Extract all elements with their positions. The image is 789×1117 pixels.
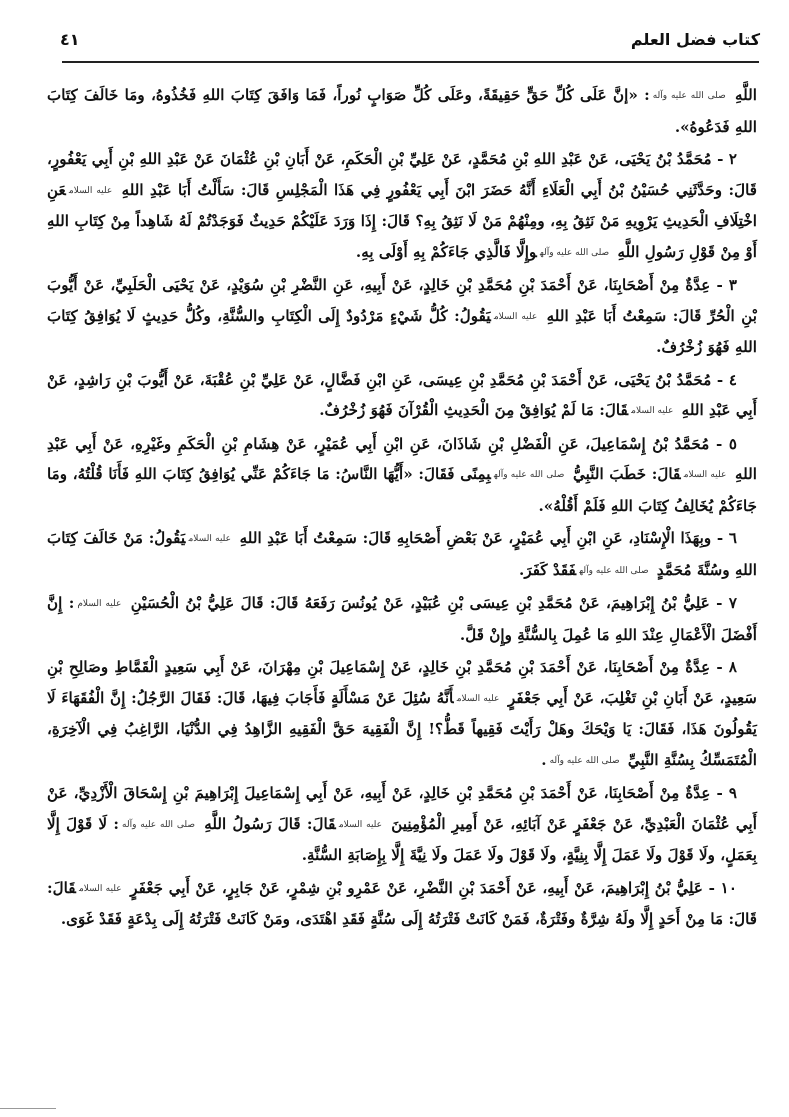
- hadith-number: ٨ -: [710, 658, 737, 676]
- honorific-ligature: عليه السلام: [493, 311, 538, 322]
- header-rule: [62, 61, 759, 63]
- honorific-ligature: عليه السلام: [338, 819, 383, 830]
- honorific-ligature: عليه السلام: [456, 693, 500, 704]
- hadith-paragraph: [47, 429, 757, 522]
- text-run: وإِلَّا فَالَّذِي جَاءَكُمْ بِهِ أَوْلَى بِهِ.: [355, 242, 537, 261]
- text-run: يَقُولُ: مَنْ خَالَفَ كِتَابَ اللهِ وسُنَّةَ مُحَمَّدٍ: [47, 529, 757, 579]
- text-run: اللَّهِ: [728, 86, 757, 104]
- text-run: عَلِيُّ بْنُ إِبْرَاهِيمَ، عَنْ مُحَمَّدِ بْنِ عِيسَى بْنِ عُبَيْدٍ، عَنْ يُونُسَ رَفَعَهُ قَالَ: قَالَ عَلِيُّ بْنُ الْحُسَيْنِ: [124, 594, 710, 612]
- text-run: مُحَمَّدُ بْنُ يَحْيَى، عَنْ عَبْدِ اللهِ بْنِ مُحَمَّدٍ، عَنْ عَلِيِّ بْنِ الْحَكَمِ، عَنْ أَبَانِ بْنِ عُثْمَانَ عَنْ عَبْدِ اللهِ بْنِ أَبِي يَعْفُورٍ، قَالَ: وحَدَّثَنِي حُسَيْنُ بْنُ أَبِي الْعَلَاءِ أَنَّهُ حَضَرَ ابْنَ أَبِي يَعْفُورٍ فِي هَذَا الْمَجْلِسِ قَالَ: سَأَلْتُ أَبَا عَبْدِ اللهِ: [47, 150, 757, 199]
- honorific-ligature: صلى الله عليه وآله: [493, 470, 565, 480]
- text-run: قَالَ: قَالَ: مَا مِنْ أَحَدٍ إِلَّا ولَهُ شِرَّةٌ وفَتْرَةٌ، فَمَنْ كَانَتْ فَتْرَتُهُ إِلَى سُنَّةٍ فَقَدِ اهْتَدَى، ومَنْ كَانَتْ فَتْرَتُهُ إِلَى بِدْعَةٍ فَقَدْ غَوَى.: [47, 878, 757, 928]
- honorific-ligature: عليه السلام: [77, 599, 122, 609]
- hadith-paragraph: [47, 588, 757, 650]
- text-run: : لَا قَوْلَ إِلَّا بِعَمَلٍ، ولَا قَوْلَ ولَا عَمَلَ إِلَّا بِنِيَّةٍ، ولَا قَوْلَ ولَا عَمَلَ ولَا نِيَّةَ إِلَّا بِإِصَابَةِ السُّنَّةِ.: [47, 814, 757, 864]
- honorific-ligature: صلى الله عليه وآله: [122, 819, 195, 830]
- text-run: قَالَ: قَالَ رَسُولُ اللَّهِ: [198, 814, 336, 833]
- hadith-number: ٧ -: [709, 594, 737, 612]
- hadith-paragraph: [47, 778, 757, 871]
- honorific-ligature: عليه السلام: [188, 534, 232, 544]
- honorific-ligature: عليه السلام: [683, 470, 727, 480]
- hadith-paragraph: [47, 144, 757, 268]
- footer-mark: [0, 1108, 56, 1109]
- text-run: عَلِيُّ بْنُ إِبْرَاهِيمَ، عَنْ أَبِيهِ، عَنْ أَحْمَدَ بْنِ النَّضْرِ، عَنْ عَمْرِو بْنِ شِمْرٍ، عَنْ جَابِرٍ، عَنْ أَبِي جَعْفَرٍ: [124, 878, 703, 897]
- hadith-number: ٩ -: [710, 784, 737, 802]
- text-run: عَنِ اخْتِلَافِ الْحَدِيثِ يَرْوِيهِ مَنْ نَثِقُ بِهِ، ومِنْهُمْ مَنْ لَا نَثِقُ بِهِ؟ قَالَ: إِذَا وَرَدَ عَلَيْكُمْ حَدِيثٌ فَوَجَدْتُمْ لَهُ شَاهِداً مِنْ كِتَابِ اللهِ أَوْ مِنْ قَوْلِ رَسُولِ اللَّهِ: [47, 180, 757, 261]
- text-run: : «إنَّ عَلَى كُلِّ حَقٍّ حَقِيقَةً، وعَلَى كُلِّ صَوَابٍ نُوراً، فَمَا وَافَقَ كِتَابَ اللهِ فَخُذُوهُ، ومَا خَالَفَ كِتَابَ اللهِ فَدَعُوهُ».: [47, 86, 757, 136]
- hadith-paragraph: [47, 80, 757, 142]
- text-run: وبِهَذَا الْإِسْنَادِ، عَنِ ابْنِ أَبِي عُمَيْرٍ، عَنْ بَعْضِ أَصْحَابِهِ قَالَ: سَمِعْتُ أَبَا عَبْدِ اللهِ: [234, 529, 712, 547]
- hadith-number: ٣ -: [710, 276, 737, 294]
- text-run: بِمِنًى فَقَالَ: «أَيُّهَا النَّاسُ: مَا جَاءَكُمْ عَنِّي يُوَافِقُ كِتَابَ اللهِ فَأَنَا قُلْتُهُ، ومَا جَاءَكُمْ يُخَالِفُ كِتَابَ اللهِ فَلَمْ أَقُلْهُ».: [47, 465, 757, 515]
- text-run: مُحَمَّدُ بْنُ يَحْيَى، عَنْ أَحْمَدَ بْنِ مُحَمَّدِ بْنِ عِيسَى، عَنِ ابْنِ فَضَّالٍ، عَنْ عَلِيِّ بْنِ عُقْبَةَ، عَنْ أَيُّوبَ بْنِ رَاشِدٍ، عَنْ أَبِي عَبْدِ اللهِ: [47, 370, 757, 419]
- text-run: قَالَ: خَطَبَ النَّبِيُّ: [567, 465, 681, 483]
- text-run: قَالَ: مَا لَمْ يُوَافِقْ مِنَ الْحَدِيثِ الْقُرْآنَ فَهُوَ زُخْرُفٌ.: [319, 401, 629, 419]
- hadith-paragraph: [47, 523, 757, 586]
- text-run: : إِنَّ أَفْضَلَ الْأَعْمَالِ عِنْدَ اللهِ مَا عُمِلَ بِالسُّنَّةِ وإِنْ قَلَّ.: [47, 594, 757, 644]
- text-run: فَقَدْ كَفَرَ.: [519, 560, 577, 579]
- text-run: أَنَّهُ سُئِلَ عَنْ مَسْأَلَةٍ فَأَجَابَ فِيهَا، قَالَ: فَقَالَ الرَّجُلُ: إِنَّ الْفُقَهَاءَ لَا يَقُولُونَ هَذَا، فَقَالَ: يَا وَيْحَكَ وهَلْ رَأَيْتَ فَقِيهاً قَطُّ؟! إِنَّ الْفَقِيهَ حَقَّ الْفَقِيهِ الزَّاهِدُ فِي الدُّنْيَا، الرَّاغِبُ فِي الْآخِرَةِ، الْمُتَمَسِّكُ بِسُنَّةِ النَّبِيِّ: [47, 688, 757, 769]
- hadith-number: ٥ -: [709, 434, 737, 453]
- text-run: عِدَّةٌ مِنْ أَصْحَابِنَا، عَنْ أَحْمَدَ بْنِ مُحَمَّدِ بْنِ خَالِدٍ، عَنْ أَبِيهِ، عَنْ أَبِي إِسْمَاعِيلَ إِبْرَاهِيمَ بْنِ إِسْحَاقَ الْأَزْدِيِّ، عَنْ أَبِي عُثْمَانَ الْعَبْدِيِّ، عَنْ جَعْفَرٍ عَنْ آبَائِهِ، عَنْ أَمِيرِ الْمُؤْمِنِينَ: [47, 784, 758, 833]
- hadith-paragraph: [47, 873, 757, 935]
- honorific-ligature: صلى الله عليه وآله: [579, 565, 649, 576]
- text-run: مُحَمَّدُ بْنُ إِسْمَاعِيلَ، عَنِ الْفَضْلِ بْنِ شَاذَانَ، عَنِ ابْنِ أَبِي عُمَيْرٍ، عَنْ هِشَامِ بْنِ الْحَكَمِ وغَيْرِهِ، عَنْ أَبِي عَبْدِ اللهِ: [47, 434, 757, 483]
- body-text: [47, 80, 757, 937]
- text-run: عِدَّةٌ مِنْ أَصْحَابِنَا، عَنْ أَحْمَدَ بْنِ مُحَمَّدِ بْنِ خَالِدٍ، عَنْ أَبِيهِ، عَنِ النَّضْرِ بْنِ سُوَيْدٍ، عَنْ يَحْيَى الْحَلَبِيِّ، عَنْ أَيُّوبَ بْنِ الْحُرِّ قَالَ: سَمِعْتُ أَبَا عَبْدِ اللهِ: [47, 276, 757, 325]
- honorific-ligature: صلى الله عليه وآله: [652, 91, 726, 101]
- page-number: ٤١: [60, 30, 80, 49]
- hadith-number: ٤ -: [711, 370, 737, 389]
- honorific-ligature: عليه السلام: [631, 406, 674, 416]
- honorific-ligature: صلى الله عليه وآله: [539, 247, 610, 258]
- text-run: عِدَّةٌ مِنْ أَصْحَابِنَا، عَنْ أَحْمَدَ بْنِ مُحَمَّدِ بْنِ خَالِدٍ، عَنْ إِسْمَاعِيلَ بْنِ مِهْرَانَ، عَنْ أَبِي سَعِيدٍ الْقَمَّاطِ وصَالِحِ بْنِ سَعِيدٍ، عَنْ أَبَانِ بْنِ تَغْلِبَ، عَنْ أَبِي جَعْفَرٍ: [47, 658, 757, 707]
- honorific-ligature: صلى الله عليه وآله: [549, 755, 620, 766]
- honorific-ligature: عليه السلام: [78, 883, 122, 894]
- hadith-paragraph: [47, 270, 757, 363]
- hadith-paragraph: [47, 652, 757, 776]
- text-run: .: [541, 750, 547, 769]
- text-run: يَقُولُ: كُلُّ شَيْءٍ مَرْدُودٌ إِلَى الْكِتَابِ والسُّنَّةِ، وكُلُّ حَدِيثٍ لَا يُوَافِقُ كِتَابَ اللهِ فَهُوَ زُخْرُفٌ.: [47, 306, 757, 356]
- hadith-number: ١٠ -: [702, 878, 737, 897]
- hadith-paragraph: [47, 365, 757, 427]
- honorific-ligature: عليه السلام: [68, 185, 113, 196]
- running-title: كتاب فضل العلم: [630, 30, 760, 49]
- page-header: [60, 30, 760, 60]
- hadith-number: ٦ -: [711, 529, 737, 547]
- hadith-number: ٢ -: [711, 150, 737, 168]
